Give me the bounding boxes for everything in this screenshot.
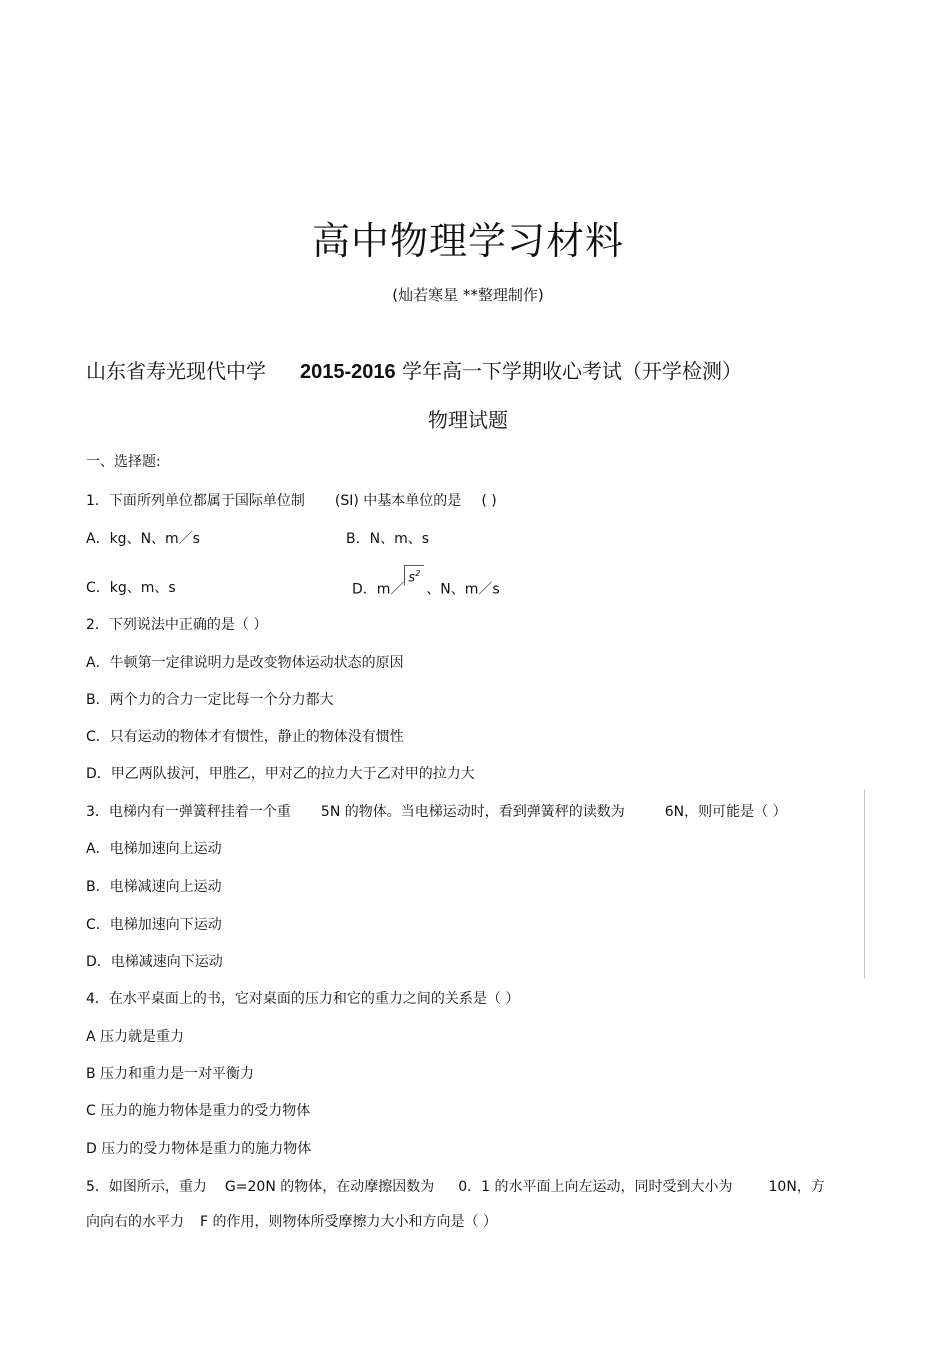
question-5-stem-part: 向向右的水平力: [86, 1214, 184, 1230]
question-1-option-d-prefix: D．m／: [352, 581, 405, 598]
question-2-option-a: A．牛顿第一定律说明力是改变物体运动状态的原因: [86, 655, 404, 671]
exam-subject: 物理试题: [428, 408, 508, 432]
question-1-option-d-suffix: 、N、m／s: [426, 581, 500, 598]
exam-years: 2015-2016: [300, 361, 396, 383]
exam-title: [86, 355, 742, 384]
question-1-option-d: [352, 569, 500, 598]
question-4-stem: 4．在水平桌面上的书，它对桌面的压力和它的重力之间的关系是（ ）: [86, 991, 520, 1007]
question-3-option-a: A．电梯加速向上运动: [86, 841, 222, 857]
question-1-stem-part: ( ): [481, 493, 497, 509]
question-2-stem: 2．下列说法中正确的是（ ）: [86, 617, 268, 633]
unit-exponent: 2: [415, 569, 421, 578]
question-3-option-c: C．电梯加速向下运动: [86, 917, 222, 933]
question-3-stem-part: 3．电梯内有一弹簧秤挂着一个重: [86, 804, 291, 820]
question-1-option-a: A．kg、N、m／s: [86, 531, 200, 547]
question-5-stem-part: 5．如图所示，重力: [86, 1179, 207, 1195]
question-1-stem-part: (SI) 中基本单位的是: [334, 493, 462, 509]
question-2-option-d: D．甲乙两队拔河，甲胜乙，甲对乙的拉力大于乙对甲的拉力大: [86, 766, 475, 782]
question-1-stem-part: 1．下面所列单位都属于国际单位制: [86, 493, 305, 509]
unit-s-squared: [404, 565, 424, 585]
exam-title-rest: 学年高一下学期收心考试（开学检测）: [402, 359, 743, 383]
section-heading: 一、选择题:: [86, 454, 161, 470]
question-2-option-b: B．两个力的合力一定比每一个分力都大: [86, 692, 334, 708]
question-5-stem-part: G=20N 的物体，在动摩擦因数为: [224, 1179, 435, 1195]
frame-border: [864, 789, 865, 979]
document-title: 高中物理学习材料: [311, 219, 624, 263]
question-3-option-d: D．电梯减速向下运动: [86, 954, 223, 970]
question-4-option-d: D 压力的受力物体是重力的施力物体: [86, 1141, 312, 1157]
question-5-stem-line-1: [86, 1176, 825, 1196]
question-5-stem-part: 10N，方: [768, 1179, 825, 1195]
question-4-option-a: A 压力就是重力: [86, 1029, 185, 1045]
question-5-stem-line-2: [86, 1211, 497, 1231]
question-3-stem-part: 6N，则可能是（ ）: [664, 804, 787, 820]
question-3-stem: [86, 801, 787, 821]
question-4-option-b: B 压力和重力是一对平衡力: [86, 1066, 255, 1082]
question-3-option-b: B．电梯减速向上运动: [86, 879, 222, 895]
question-5-stem-part: F 的作用，则物体所受摩擦力大小和方向是（ ）: [200, 1214, 497, 1230]
question-1-stem: [86, 490, 497, 510]
document-subtitle: (灿若寒星 **整理制作): [392, 286, 544, 304]
unit-s: s: [408, 570, 416, 586]
question-1-option-b: B．N、m、s: [346, 531, 430, 547]
question-2-option-c: C．只有运动的物体才有惯性，静止的物体没有惯性: [86, 729, 404, 745]
exam-school: 山东省寿光现代中学: [86, 359, 266, 383]
question-4-option-c: C 压力的施力物体是重力的受力物体: [86, 1103, 311, 1119]
question-5-stem-part: 0．1 的水平面上向左运动，同时受到大小为: [458, 1179, 733, 1195]
question-3-stem-part: 5N 的物体。当电梯运动时，看到弹簧秤的读数为: [320, 804, 625, 820]
question-1-option-c: C．kg、m、s: [86, 580, 176, 596]
